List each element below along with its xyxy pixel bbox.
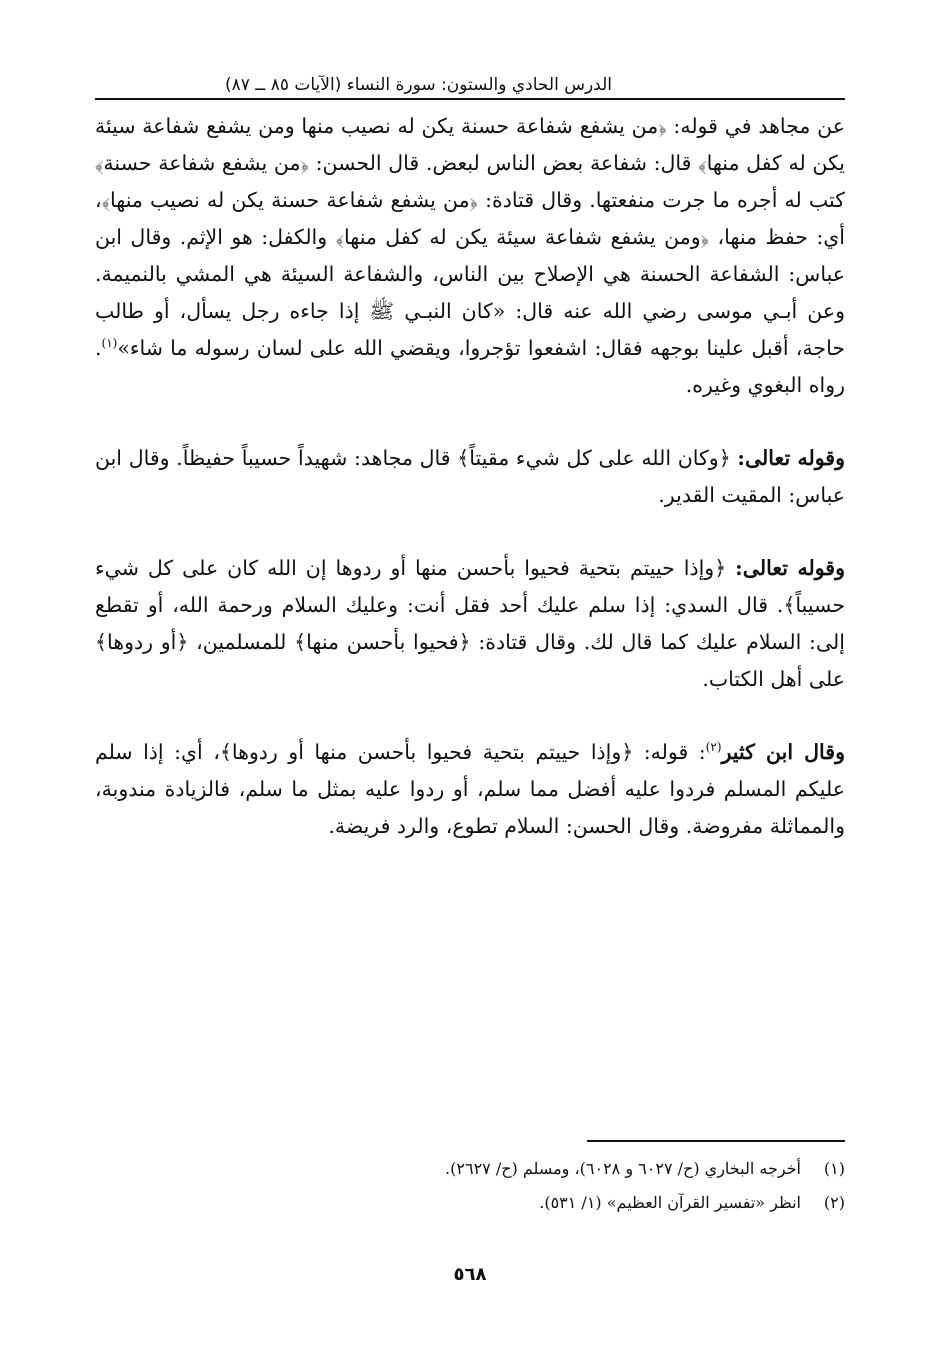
footnotes bbox=[95, 1152, 845, 1220]
paragraph-tail: . رواه البغوي وغيره. bbox=[95, 336, 845, 397]
footnote-marker-2[interactable]: (٢) bbox=[705, 740, 722, 755]
footnote-text: أخرجه البخاري (ح/ ٦٠٢٧ و ٦٠٢٨)، ومسلم (ح/ ٢٦٢٧). bbox=[445, 1159, 801, 1178]
footnote-number: (١) bbox=[823, 1159, 845, 1178]
page-number: ٥٦٨ bbox=[453, 1264, 487, 1285]
main-text bbox=[95, 108, 845, 845]
footnote-item bbox=[95, 1152, 845, 1186]
running-title: الدرس الحادي والستون: سورة النساء (الآيات ٨٥ ــ ٨٧) bbox=[225, 75, 612, 95]
paragraph-text: ﴿وإذا حييتم بتحية فحيوا بأحسن منها أو ردوها إن الله كان على كل شيء حسيباً﴾. قال السدي: إذا سلم عليك أحد فقل أنت: وعليك السلام ورحمة الله، أو تقطع إلى: السلام عليك كما قال لك. وقال قتادة: ﴿فحيوا بأحسن منها﴾ للمسلمين، ﴿أو ردوها﴾ على أهل الكتاب. bbox=[95, 556, 845, 691]
paragraph-greeting bbox=[95, 550, 845, 698]
running-header bbox=[95, 70, 845, 100]
paragraph-lead: وقال ابن كثير bbox=[721, 740, 845, 764]
paragraph-intercession bbox=[95, 108, 845, 404]
paragraph-lead: وقوله تعالى: bbox=[735, 556, 846, 580]
paragraph-lead: وقوله تعالى: bbox=[737, 446, 845, 470]
book-page bbox=[95, 70, 845, 1300]
footnote-text: انظر «تفسير القرآن العظيم» (١/ ٥٣١). bbox=[539, 1193, 801, 1212]
paragraph-muqit bbox=[95, 440, 845, 514]
footnote-number: (٢) bbox=[823, 1193, 845, 1212]
footnote-divider bbox=[587, 1140, 845, 1142]
paragraph-text: عن مجاهد في قوله: ﴿من يشفع شفاعة حسنة يكن له نصيب منها ومن يشفع شفاعة سيئة يكن له كفل منها﴾ قال: شفاعة بعض الناس لبعض. قال الحسن: ﴿من يشفع شفاعة حسنة﴾ كتب له أجره ما جرت منفعتها. وقال قتادة: ﴿من يشفع شفاعة حسنة يكن له نصيب منها﴾، أي: حفظ منها، ﴿ومن يشفع شفاعة سيئة يكن له كفل منها﴾ والكفل: هو الإثم. وقال ابن عباس: الشفاعة الحسنة هي الإصلاح بين الناس، والشفاعة السيئة هي المشي بالنميمة. وعن أبـي موسى رضي الله عنه قال: «كان النبـي ﷺ إذا جاءه رجل يسأل، أو طالب حاجة، أقبل علينا بوجهه فقال: اشفعوا تؤجروا، ويقضي الله على لسان رسوله ما شاء» bbox=[95, 114, 845, 360]
paragraph-text: ﴿وكان الله على كل شيء مقيتاً﴾ قال مجاهد: شهيداً حسيباً حفيظاً. وقال ابن عباس: المقيت القدير. bbox=[95, 446, 845, 507]
paragraph-tail: : قوله: ﴿وإذا حييتم بتحية فحيوا بأحسن منها أو ردوها﴾، أي: إذا سلم عليكم المسلم فردوا عليه أفضل مما سلم، أو ردوا عليه بمثل ما سلم، فالزيادة مندوبة، والمماثلة مفروضة. وقال الحسن: السلام تطوع، والرد فريضة. bbox=[95, 740, 845, 838]
paragraph-ibn-kathir bbox=[95, 734, 845, 845]
footnote-marker-1[interactable]: (١) bbox=[101, 336, 118, 351]
footnote-item bbox=[95, 1186, 845, 1220]
